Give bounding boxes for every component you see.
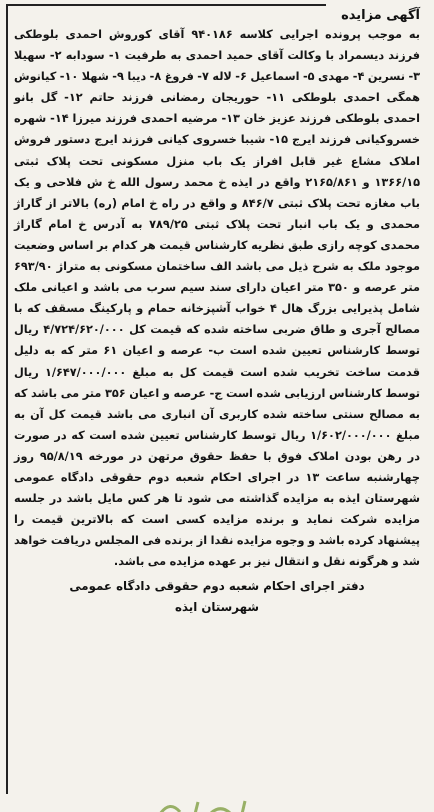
signature-line-2: شهرستان ایذه: [174, 600, 259, 615]
signature-line-1: دفتر اجرای احکام شعبه دوم حقوقی دادگاه عمومی: [69, 579, 365, 594]
notice-body: به موجب پرونده اجرایی کلاسه ۹۴۰۱۸۶ آقای کوروش احمدی بلوطکی فرزند دیسمراد با وکالت آقای حمید احمدی به طرفیت ۱- سودابه ۲- سهیلا ۳- نسرین ۴- مهدی ۵- اسماعیل ۶- لاله ۷- فروغ ۸- دیبا ۹- شهلا ۱۰- کیانوش همگی احمدی بلوطکی ۱۱- حوریجان رمضانی فرزند حاتم ۱۲- گل بانو احمدی بلوطکی فرزند عزیز خان ۱۳- مرضیه احمدی فرزند میرزا ۱۴- شهره خسروکیانی فرزند ایرج ۱۵- شیبا خسروی کیانی فرزند ایرج دستور فروش املاک مشاع غیر قابل افراز یک باب منزل مسکونی تحت پلاک ثبتی ۱۳۶۶/۱۵ و ۲۱۶۵/۸۶۱ واقع در ایذه خ محمد رسول الله خ ش فلاحی و یک باب مغازه تحت پلاک ثبتی ۸۴۶/۷ و واقع در راه خ امام (ره) بالاتر از گاراژ محمدی و یک باب انبار تحت پلاک ثبتی ۷۸۹/۲۵ به آدرس خ امام گاراژ محمدی کوچه رازی طبق نظریه کارشناس قیمت هر کدام بر اساس وضعیت موجود ملک به شرح ذیل می باشد الف ساختمان مسکونی به متراژ ۶۹۳/۹۰ متر عرصه و ۳۵۰ متر اعیان دارای سند سیم سرب می باشد و اعیانی ملک شامل پذیرایی بزرگ هال ۴ خواب آشپزخانه حمام و پارکینگ مسقف که با مصالح آجری و طاق ضربی ساخته شده که قیمت کل ۴/۷۲۴/۶۲۰/۰۰۰ ریال توسط کارشناس تعیین شده است ب- عرصه و اعیان ۶۱ متر که به دلیل قدمت ساخت تخریب شده است قیمت کل به مبلغ ۱/۶۴۷/۰۰۰/۰۰۰ ریال توسط کارشناس ارزیابی شده است ج- عرصه و اعیان ۳۵۶ متر می باشد که به مصالح سنتی ساخته شده کاربری آن انباری می باشد قیمت کل آن به مبلغ ۱/۶۰۲/۰۰۰/۰۰۰ ریال توسط کارشناس تعیین شده است که در صورت در رهن بودن املاک فوق با حفظ حقوق مرتهن در مورخه ۹۵/۸/۱۹ روز چهارشنبه ساعت ۱۳ در اجرای احکام شعبه دوم حقوقی دادگاه عمومی شهرستان ایذه به مزایده گذاشته می شود تا هر کس مایل باشد در جلسه مزایده شرکت نماید و برنده مزایده کسی است که بالاترین قیمت را پیشنهاد کرده باشد و وجوه مزایده نقدا از برنده فی المجلس دریافت خواهد شد و هرگونه نقل و انتقال نیز بر عهده مزایده می باشد.: [14, 28, 421, 569]
column-rule-left: [6, 4, 8, 794]
notice-title: آگهی مزایده: [341, 8, 420, 23]
column-rule-top: [6, 4, 326, 6]
signature-block: [14, 576, 420, 618]
stamp-fragment: [150, 798, 270, 812]
